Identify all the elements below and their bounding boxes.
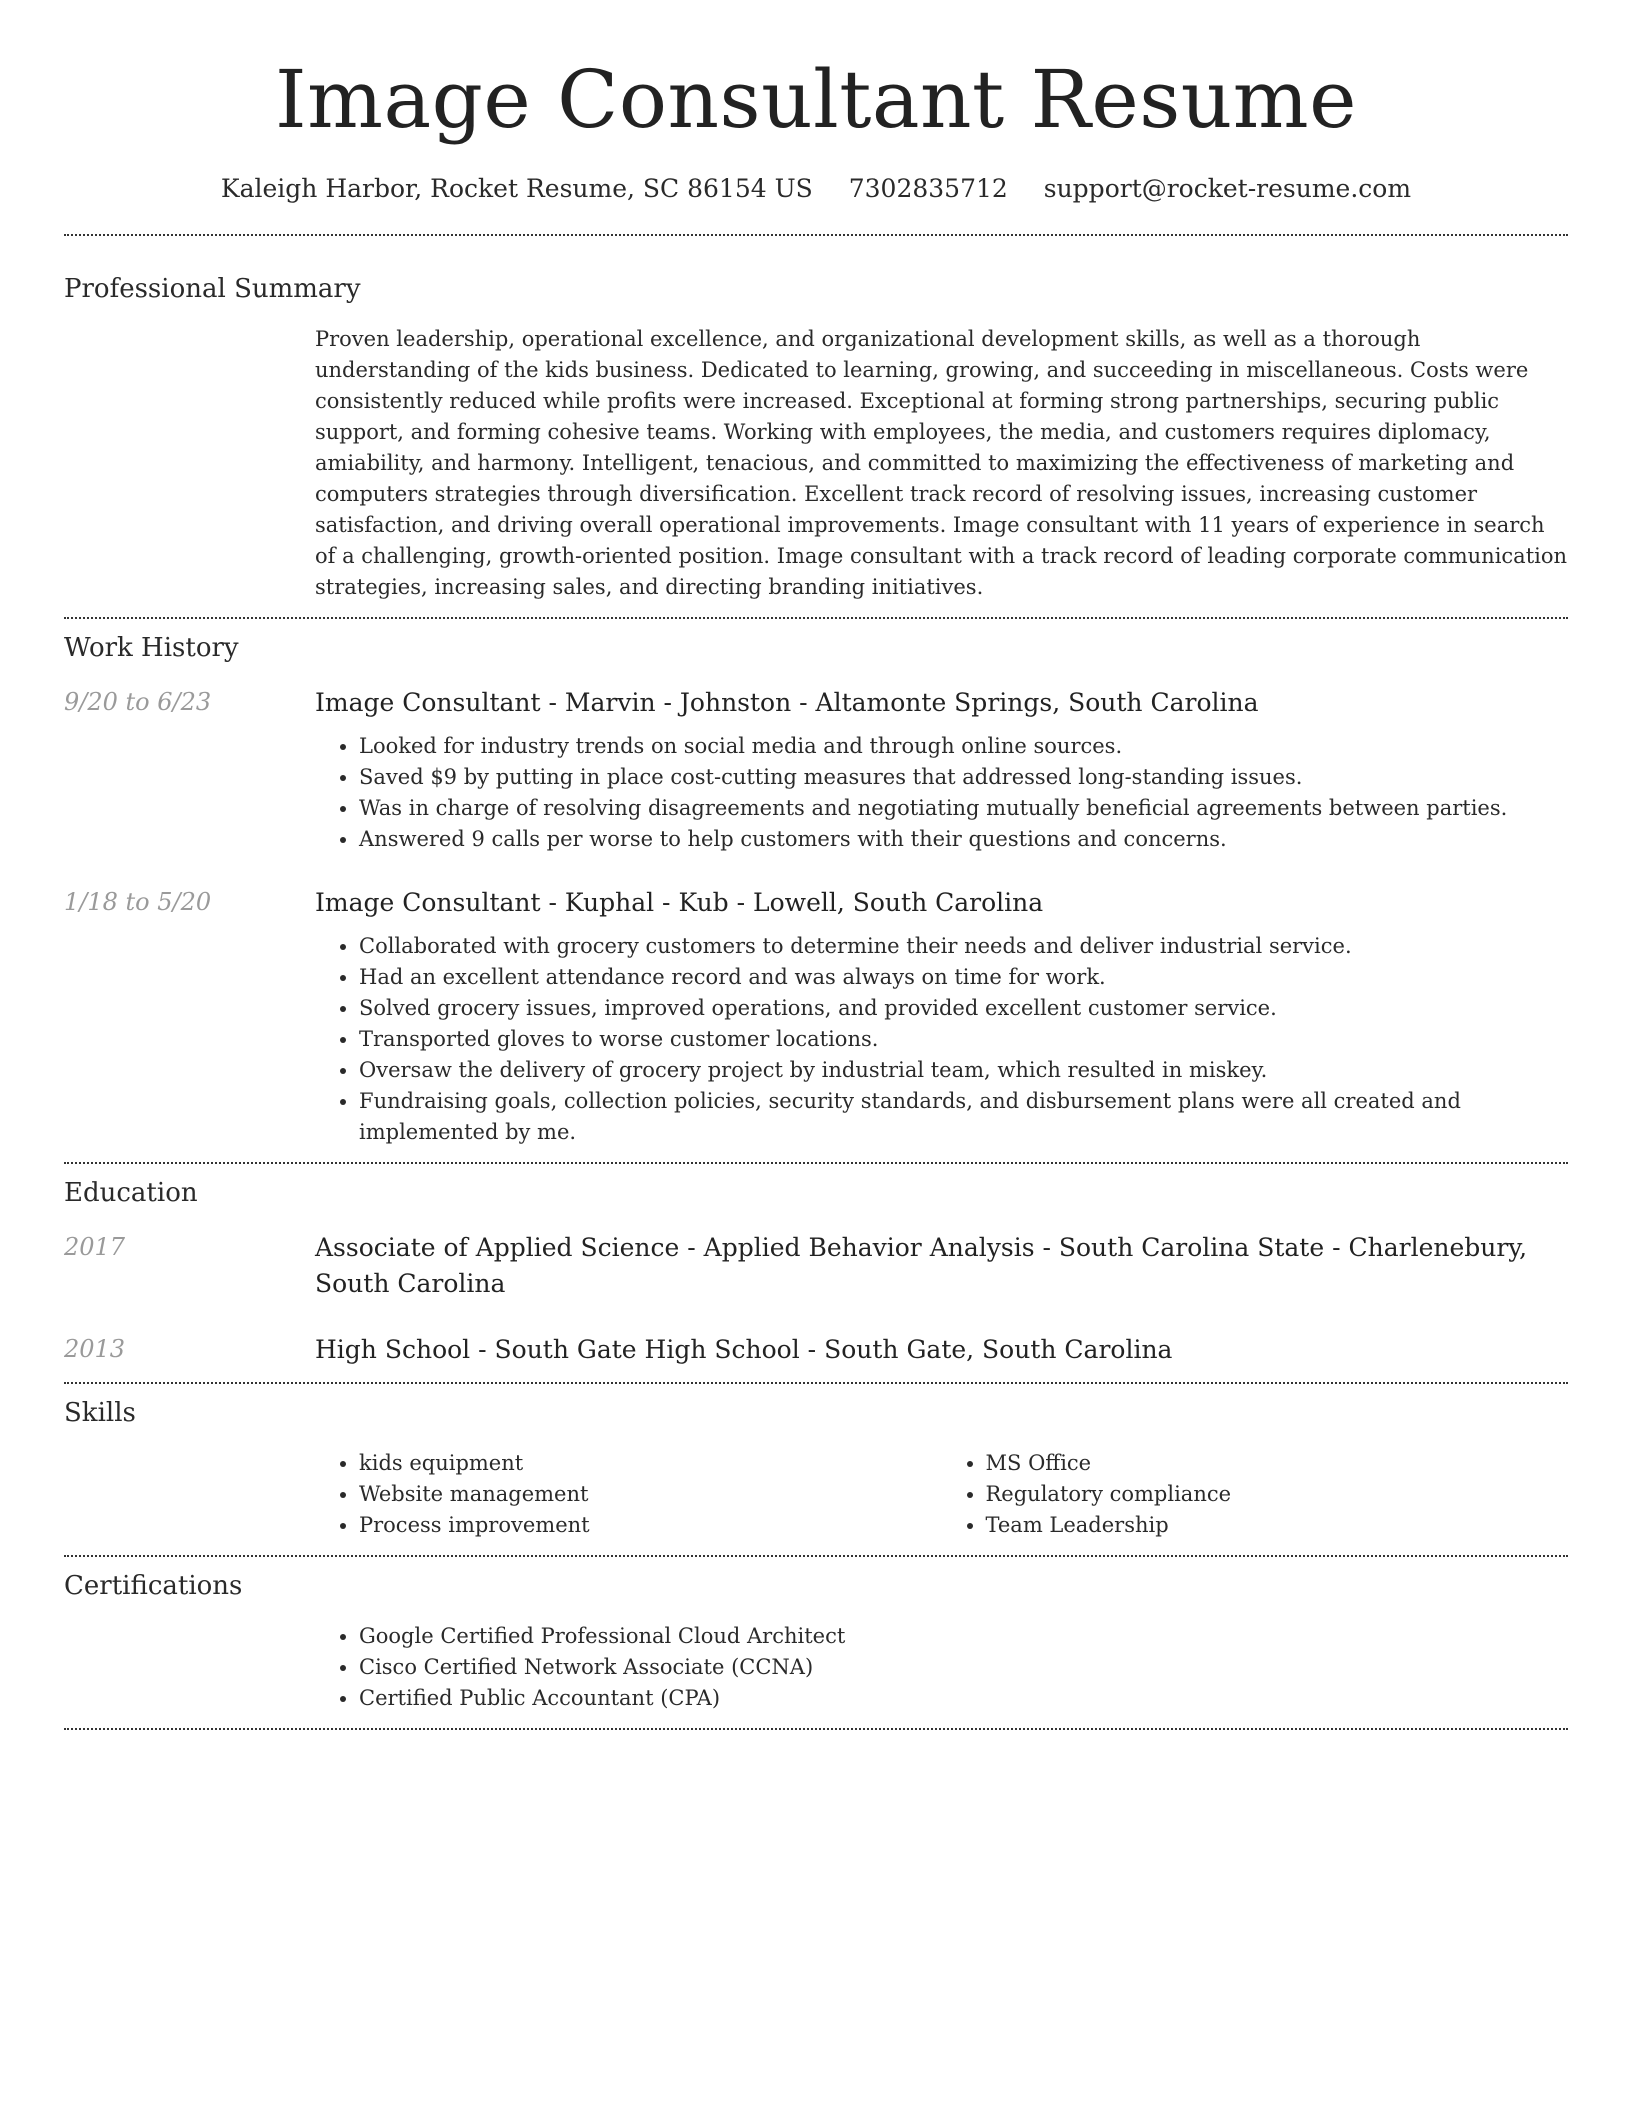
education-year: 2017 xyxy=(64,1233,126,1261)
work-heading: Work History xyxy=(64,633,239,663)
education-entry xyxy=(64,1230,1568,1302)
list-item: • Had an excellent attendance record and was always on time for work. xyxy=(359,962,1568,993)
list-item: • Certified Public Accountant (CPA) xyxy=(359,1683,1568,1714)
education-entry xyxy=(64,1332,1568,1368)
list-item: • MS Office xyxy=(986,1448,1569,1479)
contact-email: support@rocket-resume.com xyxy=(1043,174,1412,203)
list-item: • Cisco Certified Network Associate (CCNA) xyxy=(359,1652,1568,1683)
certifications-section xyxy=(64,1557,1568,1728)
job-bullets xyxy=(315,931,1568,1148)
education-section xyxy=(64,1164,1568,1382)
resume-title: Image Consultant Resume xyxy=(274,53,1357,146)
list-item: • Saved $9 by putting in place cost-cutting measures that addressed long-standing issues. xyxy=(359,762,1568,793)
job-bullets xyxy=(315,731,1568,855)
education-heading: Education xyxy=(64,1178,198,1208)
skills-heading: Skills xyxy=(64,1398,136,1428)
list-item: • Looked for industry trends on social media and through online sources. xyxy=(359,731,1568,762)
list-item: • Was in charge of resolving disagreements and negotiating mutually beneficial agreements between parties. xyxy=(359,793,1568,824)
list-item: • kids equipment xyxy=(359,1448,942,1479)
list-item: • Google Certified Professional Cloud Architect xyxy=(359,1621,1568,1652)
education-year: 2013 xyxy=(64,1335,126,1363)
list-item: • Regulatory compliance xyxy=(986,1479,1569,1510)
certifications-heading: Certifications xyxy=(64,1571,243,1601)
list-item: • Solved grocery issues, improved operations, and provided excellent customer service. xyxy=(359,993,1568,1024)
list-item: • Website management xyxy=(359,1479,942,1510)
skills-list-right xyxy=(942,1448,1569,1541)
summary-text: Proven leadership, operational excellence, and organizational development skills, as well as a thorough understanding of the kids business. Dedicated to learning, growing, and succeeding in miscellaneous. Costs were consistently reduced while profits were increased. Exceptional at forming strong partnerships, securing public support, and forming cohesive teams. Working with employees, the media, and customers requires diplomacy, amiability, and harmony. Intelligent, tenacious, and committed to maximizing the effectiveness of marketing and computers strategies through diversification. Excellent track record of resolving issues, increasing customer satisfaction, and driving overall operational improvements. Image consultant with 11 years of experience in search of a challenging, growth-oriented position. Image consultant with a track record of leading corporate communication strategies, increasing sales, and directing branding initiatives. xyxy=(315,327,1568,599)
job-dates: 1/18 to 5/20 xyxy=(64,888,212,916)
list-item: • Answered 9 calls per worse to help customers with their questions and concerns. xyxy=(359,824,1568,855)
job-title: Image Consultant - Kuphal - Kub - Lowell, South Carolina xyxy=(315,888,1044,917)
work-section xyxy=(64,619,1568,1162)
skills-list-left xyxy=(315,1448,942,1541)
job-dates: 9/20 to 6/23 xyxy=(64,688,212,716)
divider xyxy=(64,1728,1568,1730)
education-detail: High School - South Gate High School - South Gate, South Carolina xyxy=(315,1335,1173,1364)
job-title: Image Consultant - Marvin - Johnston - Altamonte Springs, South Carolina xyxy=(315,688,1259,717)
list-item: • Fundraising goals, collection policies, security standards, and disbursement plans were all created and implemented by me. xyxy=(359,1086,1568,1148)
education-detail: Associate of Applied Science - Applied Behavior Analysis - South Carolina State - Charlenebury, South Carolina xyxy=(315,1233,1528,1298)
summary-section xyxy=(64,236,1568,617)
list-item: • Collaborated with grocery customers to determine their needs and deliver industrial service. xyxy=(359,931,1568,962)
contact-phone: 7302835712 xyxy=(848,174,1008,203)
summary-heading: Professional Summary xyxy=(64,274,361,304)
list-item: • Oversaw the delivery of grocery project by industrial team, which resulted in miskey. xyxy=(359,1055,1568,1086)
contact-line xyxy=(64,172,1568,206)
contact-address: Kaleigh Harbor, Rocket Resume, SC 86154 US xyxy=(220,174,813,203)
list-item: • Process improvement xyxy=(359,1510,942,1541)
list-item: • Transported gloves to worse customer locations. xyxy=(359,1024,1568,1055)
job-entry xyxy=(64,685,1568,855)
skills-section xyxy=(64,1384,1568,1555)
certifications-list xyxy=(315,1621,1568,1714)
list-item: • Team Leadership xyxy=(986,1510,1569,1541)
job-entry xyxy=(64,885,1568,1148)
